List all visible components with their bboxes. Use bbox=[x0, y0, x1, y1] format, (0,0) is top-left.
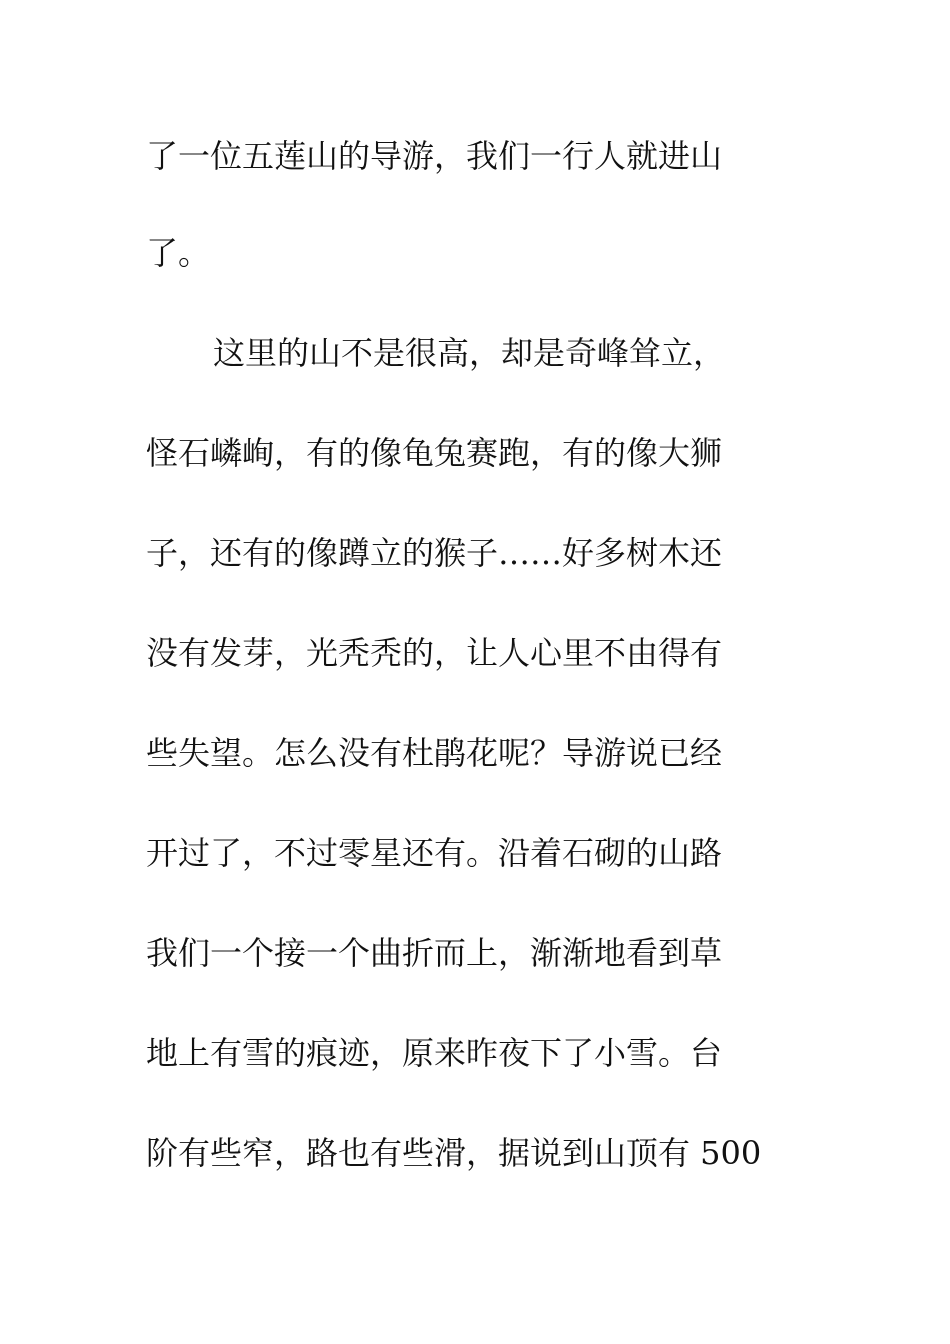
text-line: 些失望。怎么没有杜鹃花呢？导游说已经 bbox=[146, 734, 723, 772]
text-line: 我们一个接一个曲折而上，渐渐地看到草 bbox=[146, 934, 723, 972]
text-line: 地上有雪的痕迹，原来昨夜下了小雪。台 bbox=[146, 1034, 723, 1072]
text-line: 没有发芽，光秃秃的，让人心里不由得有 bbox=[146, 634, 723, 672]
paragraph-first-line: 这里的山不是很高，却是奇峰耸立， bbox=[213, 334, 726, 372]
text-line: 阶有些窄，路也有些滑，据说到山顶有 500 bbox=[146, 1134, 762, 1172]
text-line: 开过了，不过零星还有。沿着石砌的山路 bbox=[146, 834, 723, 872]
text-line: 了。 bbox=[146, 234, 211, 272]
text-line: 了一位五莲山的导游，我们一行人就进山 bbox=[146, 137, 723, 175]
text-line: 子，还有的像蹲立的猴子……好多树木还 bbox=[146, 534, 723, 572]
text-line: 怪石嶙峋，有的像龟兔赛跑，有的像大狮 bbox=[146, 434, 723, 472]
